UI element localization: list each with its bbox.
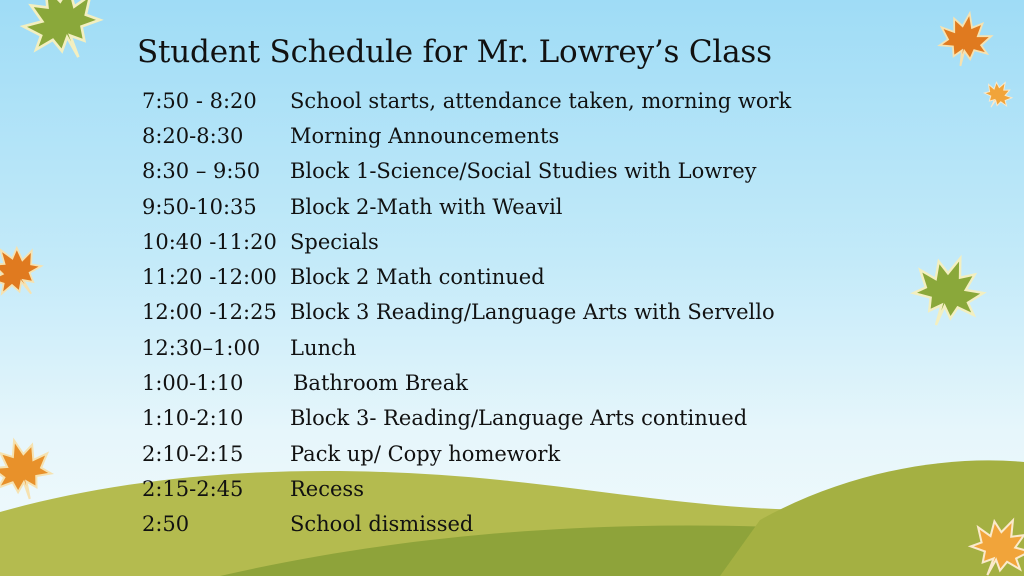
- activity: Block 3- Reading/Language Arts continued: [290, 406, 748, 431]
- leaf-top-left: [12, 0, 112, 73]
- time-slot: 8:20-8:30: [142, 123, 244, 148]
- time-slot: 1:10-2:10: [142, 406, 244, 431]
- schedule-row: [142, 224, 791, 259]
- time-slot: 1:00-1:10: [142, 371, 244, 396]
- time-slot: 8:30 – 9:50: [142, 159, 261, 184]
- schedule-row: [142, 471, 791, 506]
- slide-title: Student Schedule for Mr. Lowrey’s Class: [137, 34, 772, 70]
- schedule-row: [142, 330, 791, 365]
- activity: Specials: [290, 229, 379, 254]
- time-slot: 2:10-2:15: [142, 441, 244, 466]
- activity: Pack up/ Copy homework: [290, 441, 561, 466]
- time-slot: 12:30–1:00: [142, 335, 261, 360]
- schedule-row: [142, 118, 791, 153]
- time-slot: 2:15-2:45: [142, 476, 244, 501]
- schedule-row: [142, 401, 791, 436]
- activity: Recess: [290, 476, 364, 501]
- time-slot: 10:40 -11:20: [142, 229, 277, 254]
- time-slot: 12:00 -12:25: [142, 300, 277, 325]
- schedule-row: [142, 259, 791, 294]
- schedule-row: [142, 295, 791, 330]
- time-slot: 7:50 - 8:20: [142, 88, 257, 113]
- activity: School starts, attendance taken, morning work: [290, 88, 792, 113]
- time-slot: 11:20 -12:00: [142, 265, 277, 290]
- schedule-row: [142, 436, 791, 471]
- schedule-row: [142, 365, 791, 400]
- activity: School dismissed: [290, 512, 474, 537]
- time-slot: 9:50-10:35: [142, 194, 257, 219]
- activity: Block 2-Math with Weavil: [290, 194, 563, 219]
- schedule-row: [142, 154, 791, 189]
- schedule-row: [142, 83, 791, 118]
- time-slot: 2:50: [142, 512, 190, 537]
- activity: Lunch: [290, 335, 357, 360]
- activity: Block 1-Science/Social Studies with Lowrey: [290, 159, 757, 184]
- activity: Block 3 Reading/Language Arts with Servello: [290, 300, 775, 325]
- activity: Block 2 Math continued: [290, 265, 545, 290]
- schedule-list: [142, 83, 791, 542]
- leaf-left-middle: [0, 235, 52, 308]
- leaf-right-middle: [904, 247, 991, 337]
- activity: Bathroom Break: [293, 371, 468, 396]
- schedule-row: [142, 189, 791, 224]
- leaf-bottom-left: [0, 433, 57, 506]
- leaf-top-right-small: [979, 76, 1017, 114]
- activity: Morning Announcements: [290, 123, 560, 148]
- schedule-row: [142, 507, 791, 542]
- leaf-top-right: [936, 9, 995, 70]
